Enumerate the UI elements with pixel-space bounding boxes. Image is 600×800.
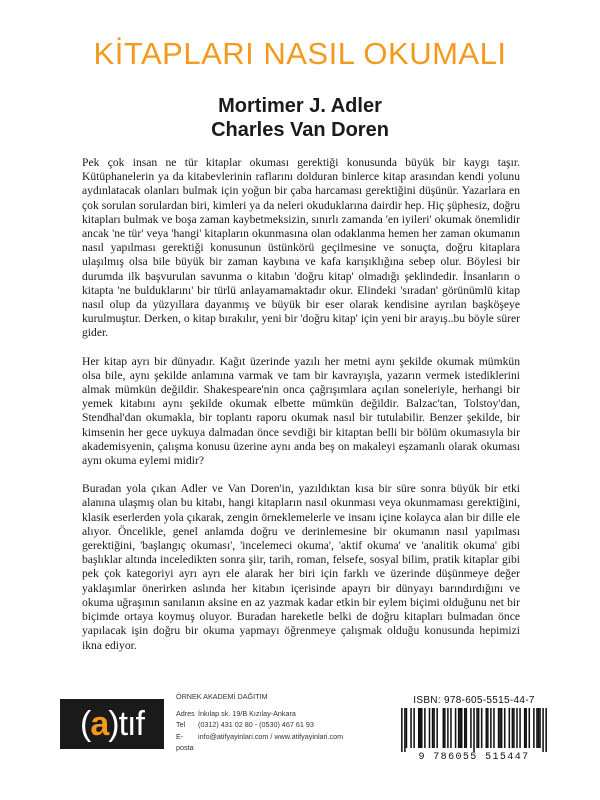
- blurb-paragraph: Her kitap ayrı bir dünyadır. Kağıt üzerinde yazılı her metni aynı şekilde okumak mümkün olsa bile, aynı şekilde anlamına varmak ve tam bir kavrayışla, yazarın vermek istediklerini almak mümkün değildir. Shakespeare'nin onca çağrışımlara açılan soneleriyle, herhangi bir yemek kitabını aynı şekilde okumak elbette mümkün değildir. Balzac'tan, Tolstoy'dan, Stendhal'dan okumakla, bir toplantı raporu okumak nasıl bir tutulabilir. Benzer şekilde, bir kimsenin her gece uykuya dalmadan önce sevdiği bir kitaptan belli bir bölüm okumasıyla bir akademisyenin, çalışma konusu üzerine aynı anda beş on makaleyi eşzamanlı olarak okuması aynı okuma eylemi midir?: [82, 354, 520, 468]
- email-value: info@atifyayinlari.com / www.atifyayinlari.com: [198, 731, 344, 741]
- address-row: [176, 708, 386, 720]
- author-name: Charles Van Doren: [211, 119, 389, 141]
- logo-bracket: (: [80, 705, 91, 743]
- publisher-name: ÖRNEK AKADEMİ DAĞITIM: [176, 692, 268, 701]
- logo-bracket: ): [108, 705, 119, 743]
- author-block: [0, 94, 600, 142]
- tel-row: [176, 719, 386, 731]
- barcode-icon: [398, 708, 550, 752]
- publisher-footer: [60, 691, 550, 771]
- author-name: Mortimer J. Adler: [218, 95, 382, 117]
- isbn-text: ISBN: 978-605-5515-44-7: [413, 695, 535, 706]
- logo-wordmark: tıf: [118, 705, 144, 743]
- address-value: İnkılap sk. 19/B Kızılay-Ankara: [198, 708, 296, 718]
- publisher-logo: [60, 699, 164, 749]
- email-row: [176, 731, 386, 754]
- isbn-barcode: [398, 695, 550, 765]
- tel-value: (0312) 431 02 80 - (0530) 467 61 93: [198, 720, 314, 729]
- blurb-paragraph: Pek çok insan ne tür kitaplar okuması gerektiği konusunda büyük bir kaygı taşır. Kütüphanelerin ya da kitabevlerinin raflarını dolduran binlerce kitap arasından kendi yolunu aydınlatacak olanları bulmak için yoğun bir çaba harcaması gerektiğini düşünür. Yazarlara en çok sorulan sorulardan biri, kimleri ya da neleri okuduklarına dairdir hep. Hiç şüphesiz, doğru kitapları bulmak ve boşa zaman kaybetmeksizin, sınırlı zamanda 'en iyileri' okumak önemlidir ancak 'ne tür' veya 'hangi' kitapların okunmasına olan odaklanma hemen her zaman okumanın nasıl yapılması gerektiği konusunun üstünkörü geçilmesine ve sonuçta, doğru kitaplara ulaşılmış olsa bile büyük bir zaman kaybına ve kafa karışıklığına sebep olur. Böylesi bir durumda ilk başvurulan savunma o kitabın 'doğru kitap' olmadığı şeklindedir. İnsanların o kitapta 'ne bulduklarını' bir türlü anlayamamaktadır okur. Elindeki 'sıradan' görünümlü kitap nasıl olup da yüzyıllara dayanmış ve büyük bir eser olarak kendisine ayrılan başköşeye kurulmuştur. Derken, o kitap bırakılır, yeni bir 'doğru kitap' için yeni bir arayış..bu böyle sürer gider.: [82, 156, 520, 340]
- barcode-digits: 9 786055 515447: [418, 752, 530, 763]
- publisher-info: [176, 691, 386, 754]
- logo-at: a: [90, 705, 109, 743]
- tel-label: Tel: [176, 720, 186, 729]
- address-label: Adres: [176, 708, 195, 718]
- email-label: E-posta: [176, 731, 194, 752]
- book-title: KİTAPLARI NASIL OKUMALI: [93, 36, 507, 71]
- blurb-paragraph: Buradan yola çıkan Adler ve Van Doren'in, yazıldıktan kısa bir süre sonra büyük bir etki alanına ulaşmış olan bu kitabı, hangi kitapların nasıl okunması veya okunmaması gerektiğini, klasik eserlerden yola çıkarak, zengin örneklemelerle ve insanı içine kolayca alan bir dille ele alıyor. Öncelikle, genel anlamda doğru ve derinlemesine bir okumanın nasıl yapılması gerektiğini, 'başlangıç okuması', 'incelemeci okuma', 'aktif okuma' ve 'analitik okuma' gibi başlıklar altında inceledikten sonra şiir, tarih, roman, felsefe, sosyal bilim, pratik kitaplar gibi pek çok kategoriyi ayrı ayrı ele alarak her biri için farklı ve üzerinde düşünmeye değer yaklaşımlar önerirken aslında her kitabın içerisinde apayrı bir dünyayı barındırdığını ve okuma uğraşının sanılanın aksine en az yazmak kadar etkin bir eylem biçimi olduğunu net bir biçimde ortaya koymuş oluyor. Buradan hareketle belki de doğru kitapları bulmadan önce yapılacak işin doğru bir okuma yapmayı öğrenmeye çalışmak olduğu konusunda hepimizi ikna ediyor.: [82, 482, 520, 652]
- blurb-text: [82, 156, 520, 667]
